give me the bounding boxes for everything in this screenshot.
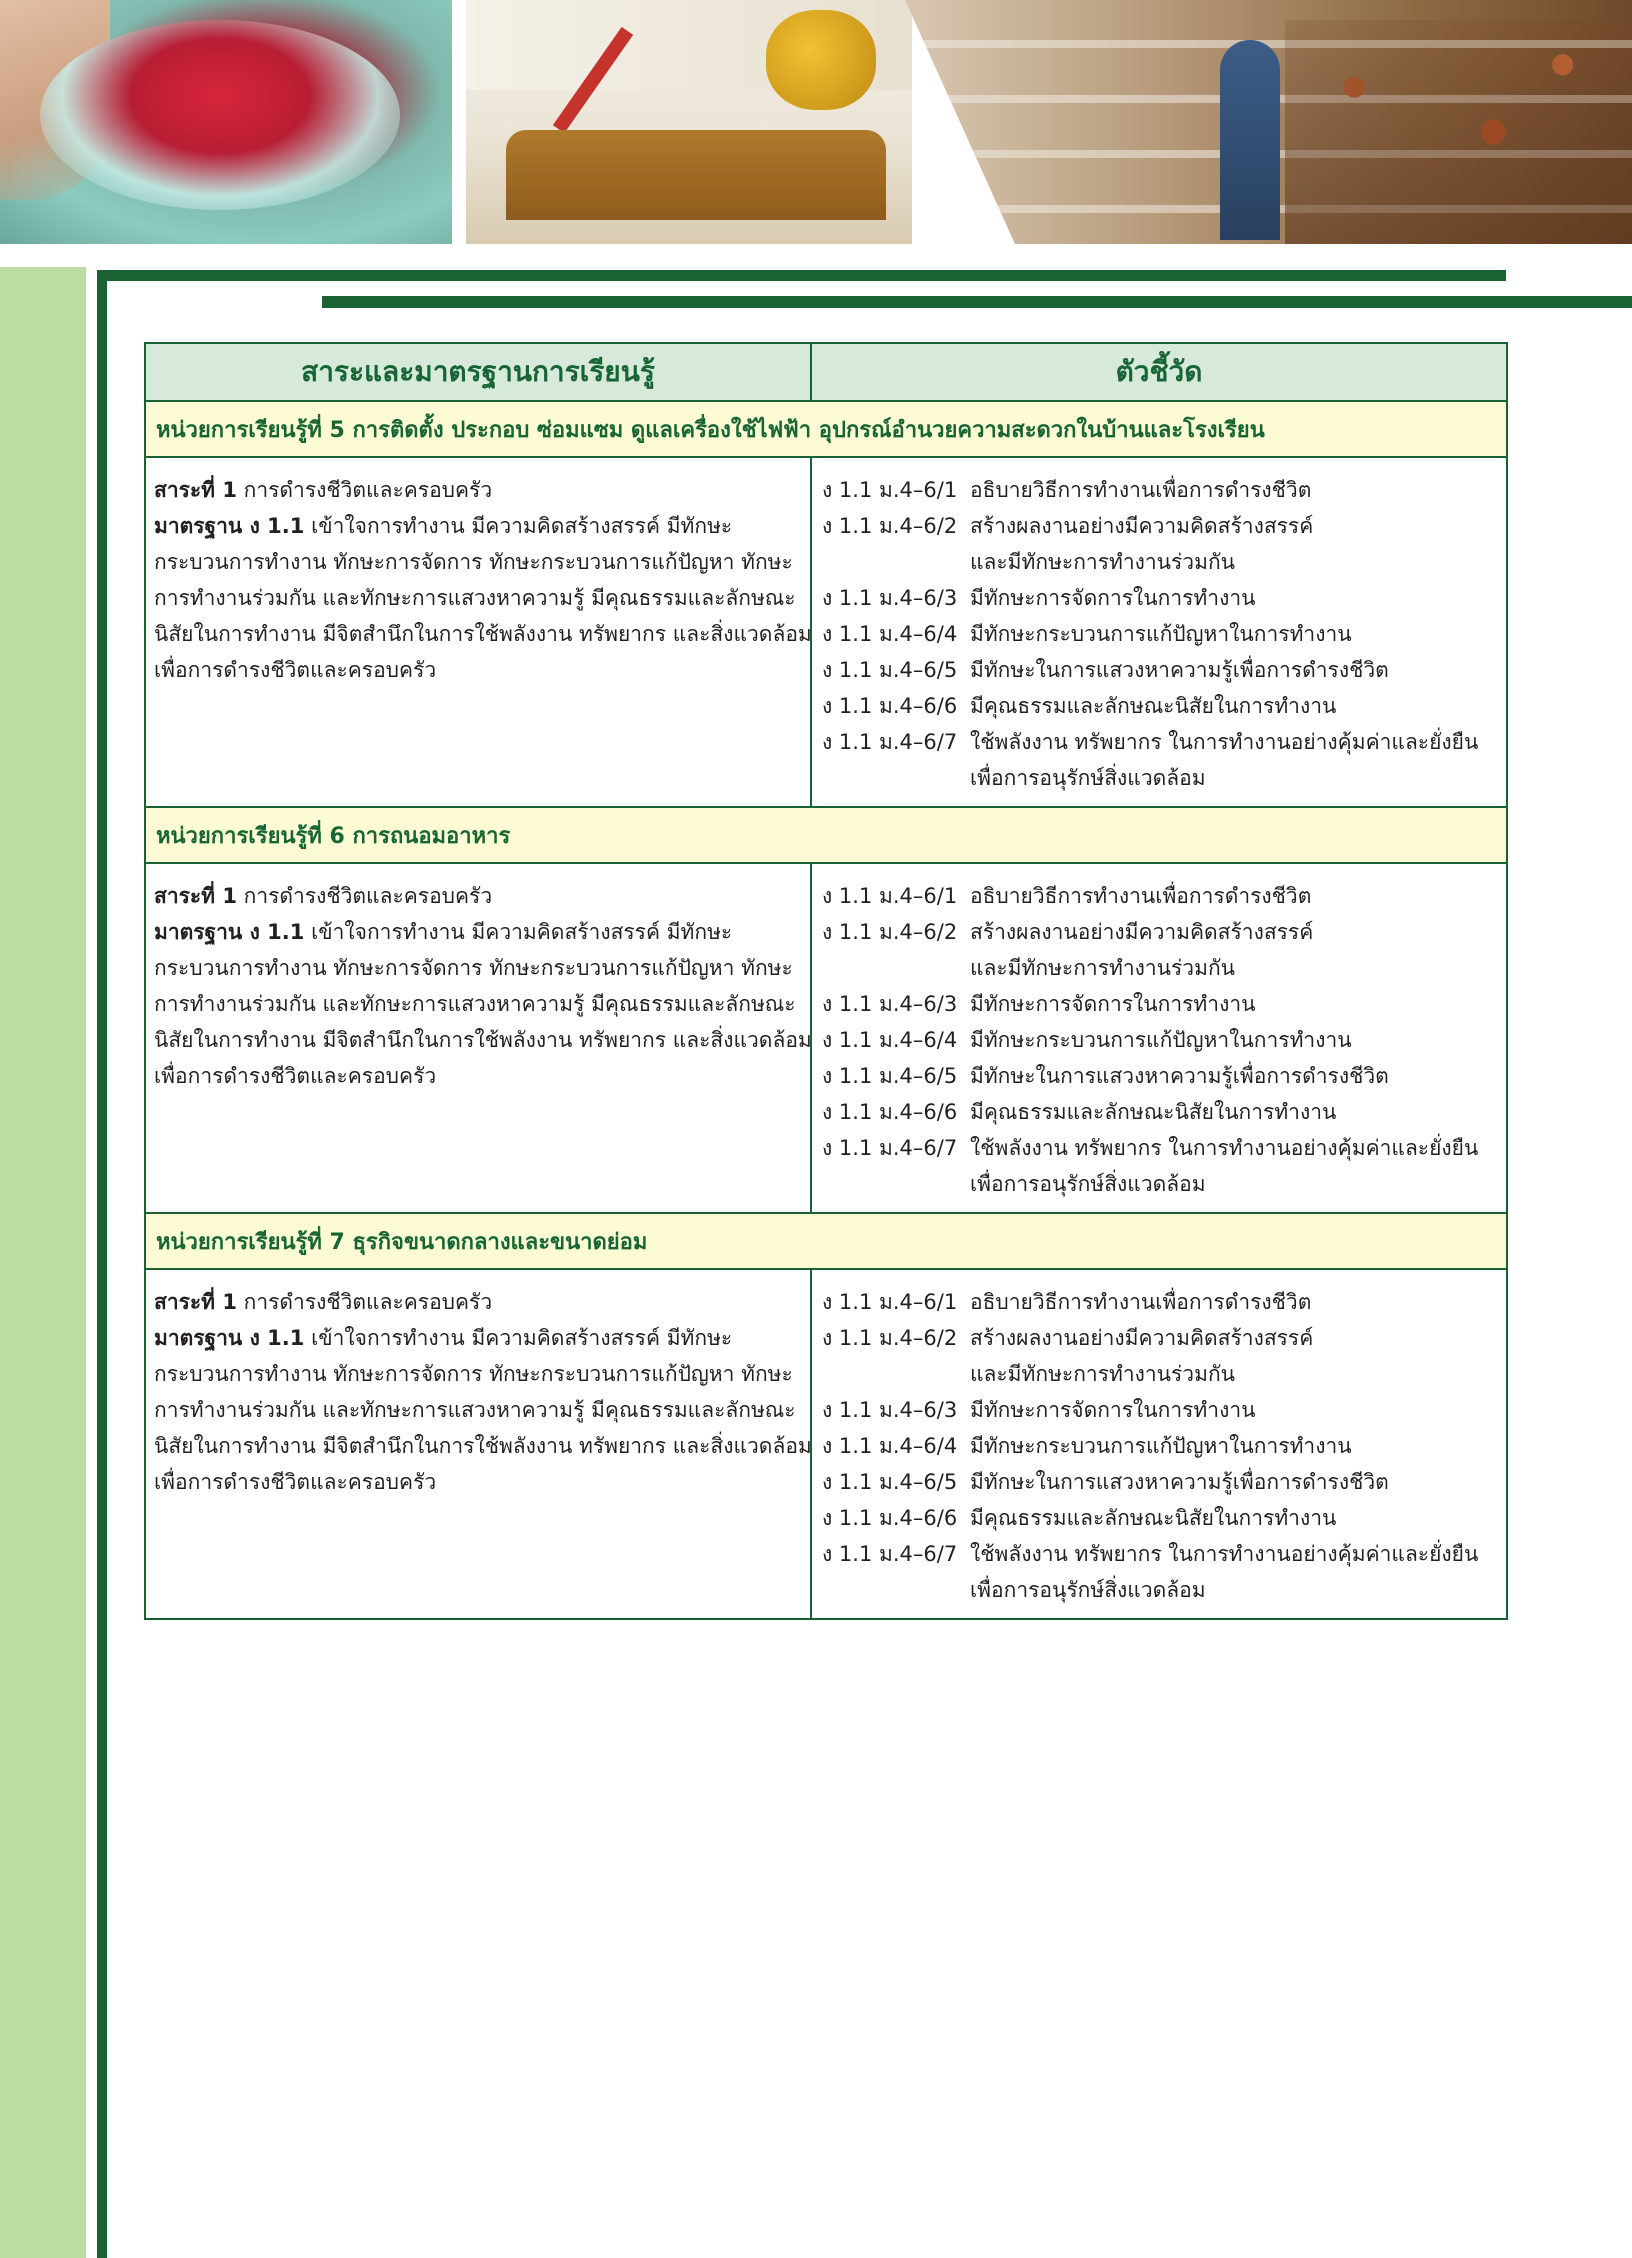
indicator-code: ง 1.1 ม.4–6/2 [822,514,958,538]
standard-line: นิสัยในการทำงาน มีจิตสำนึกในการใช้พลังงาน ทรัพยากร และสิ่งแวดล้อม [154,1028,812,1052]
indicator-item [822,1022,1500,1058]
berries-photo [0,0,452,244]
strand-label: สาระที่ 1 [154,1290,237,1314]
indicator-text: อธิบายวิธีการทำงานเพื่อการดำรงชีวิต [970,884,1312,908]
strand-label: สาระที่ 1 [154,884,237,908]
indicator-continuation: และมีทักษะการทำงานร่วมกัน [970,956,1236,980]
indicator-item [822,580,1500,616]
unit-title: หน่วยการเรียนรู้ที่ 6 การถนอมอาหาร [145,807,1507,863]
indicator-code: ง 1.1 ม.4–6/2 [822,1326,958,1350]
indicator-text: สร้างผลงานอย่างมีความคิดสร้างสรรค์ [970,1326,1314,1350]
tool-belt-photo [466,0,912,244]
header-banner [0,0,1632,244]
header-indicators: ตัวชี้วัด [811,343,1507,401]
unit-title-row [145,807,1507,863]
indicator-code: ง 1.1 ม.4–6/6 [822,1506,958,1530]
indicator-code: ง 1.1 ม.4–6/1 [822,884,958,908]
indicator-text: ใช้พลังงาน ทรัพยากร ในการทำงานอย่างคุ้มค่าและยั่งยืน [970,1542,1479,1566]
indicator-item [822,652,1500,688]
header-standards: สาระและมาตรฐานการเรียนรู้ [145,343,811,401]
indicator-item [822,1500,1500,1536]
standard-line: กระบวนการทำงาน ทักษะการจัดการ ทักษะกระบวนการแก้ปัญหา ทักษะ [154,550,793,574]
indicator-text: มีทักษะในการแสวงหาความรู้เพื่อการดำรงชีวิต [970,1470,1389,1494]
indicator-item [822,688,1500,724]
strand-line [154,1284,802,1320]
indicator-item [822,1284,1500,1320]
standard-line: การทำงานร่วมกัน และทักษะการแสวงหาความรู้ มีคุณธรรมและลักษณะ [154,992,796,1016]
hens-shape [1285,20,1632,244]
indicator-continuation: เพื่อการอนุรักษ์สิ่งแวดล้อม [970,766,1206,790]
indicator-item [822,616,1500,652]
indicator-continuation: เพื่อการอนุรักษ์สิ่งแวดล้อม [970,1172,1206,1196]
indicator-code: ง 1.1 ม.4–6/6 [822,694,958,718]
indicator-code: ง 1.1 ม.4–6/3 [822,586,958,610]
glove-shape [766,10,876,110]
indicator-code: ง 1.1 ม.4–6/1 [822,1290,958,1314]
side-band [0,267,86,2258]
standard-text: เข้าใจการทำงาน มีความคิดสร้างสรรค์ มีทักษะ [311,920,733,944]
indicator-continuation: และมีทักษะการทำงานร่วมกัน [970,1362,1236,1386]
indicator-text: มีทักษะการจัดการในการทำงาน [970,586,1256,610]
indicator-text: ใช้พลังงาน ทรัพยากร ในการทำงานอย่างคุ้มค่าและยั่งยืน [970,730,1479,754]
indicator-code: ง 1.1 ม.4–6/5 [822,658,958,682]
indicator-item [822,1428,1500,1464]
standard-line: การทำงานร่วมกัน และทักษะการแสวงหาความรู้ มีคุณธรรมและลักษณะ [154,586,796,610]
indicator-item [822,508,1500,544]
indicator-item [822,1536,1500,1572]
indicator-code: ง 1.1 ม.4–6/5 [822,1064,958,1088]
indicator-item [822,1058,1500,1094]
table-header-row [145,343,1507,401]
standard-label: มาตรฐาน ง 1.1 [154,920,305,944]
indicator-continuation: เพื่อการอนุรักษ์สิ่งแวดล้อม [970,1578,1206,1602]
indicator-text: มีทักษะการจัดการในการทำงาน [970,1398,1256,1422]
indicator-text: มีทักษะกระบวนการแก้ปัญหาในการทำงาน [970,622,1352,646]
unit-title-row [145,1213,1507,1269]
standard-line: กระบวนการทำงาน ทักษะการจัดการ ทักษะกระบวนการแก้ปัญหา ทักษะ [154,956,793,980]
standard-line [154,1320,802,1356]
indicator-code: ง 1.1 ม.4–6/3 [822,992,958,1016]
indicator-item [822,1094,1500,1130]
indicator-item [822,1392,1500,1428]
indicator-code: ง 1.1 ม.4–6/7 [822,1542,958,1566]
strand-line [154,878,802,914]
standard-line [154,914,802,950]
indicator-code: ง 1.1 ม.4–6/4 [822,622,958,646]
indicator-item [822,878,1500,914]
indicator-text: มีทักษะกระบวนการแก้ปัญหาในการทำงาน [970,1434,1352,1458]
unit-title-row [145,401,1507,457]
standard-cell [145,457,811,807]
standard-line: เพื่อการดำรงชีวิตและครอบครัว [154,1470,437,1494]
standard-text: เข้าใจการทำงาน มีความคิดสร้างสรรค์ มีทักษะ [311,514,733,538]
indicators-cell [811,1269,1507,1619]
indicator-item [822,724,1500,760]
indicator-code: ง 1.1 ม.4–6/6 [822,1100,958,1124]
indicator-text: มีคุณธรรมและลักษณะนิสัยในการทำงาน [970,1100,1337,1124]
indicator-text: มีคุณธรรมและลักษณะนิสัยในการทำงาน [970,1506,1337,1530]
indicator-item [822,914,1500,950]
indicator-code: ง 1.1 ม.4–6/7 [822,1136,958,1160]
frame-top-bar [97,270,1506,281]
standard-line: เพื่อการดำรงชีวิตและครอบครัว [154,658,437,682]
indicator-code: ง 1.1 ม.4–6/4 [822,1434,958,1458]
curriculum-table [144,342,1508,1620]
belt-shape [506,130,886,220]
strand-text: การดำรงชีวิตและครอบครัว [243,478,493,502]
indicator-code: ง 1.1 ม.4–6/5 [822,1470,958,1494]
indicator-text: สร้างผลงานอย่างมีความคิดสร้างสรรค์ [970,514,1314,538]
standard-line: เพื่อการดำรงชีวิตและครอบครัว [154,1064,437,1088]
indicator-code: ง 1.1 ม.4–6/4 [822,1028,958,1052]
frame-second-bar [322,296,1632,308]
strand-text: การดำรงชีวิตและครอบครัว [243,1290,493,1314]
frame-vertical-bar [97,270,107,2258]
standard-label: มาตรฐาน ง 1.1 [154,514,305,538]
indicators-cell [811,863,1507,1213]
standard-line: นิสัยในการทำงาน มีจิตสำนึกในการใช้พลังงาน ทรัพยากร และสิ่งแวดล้อม [154,622,812,646]
standard-cell [145,863,811,1213]
indicator-text: สร้างผลงานอย่างมีความคิดสร้างสรรค์ [970,920,1314,944]
unit-content-row [145,457,1507,807]
standard-line: กระบวนการทำงาน ทักษะการจัดการ ทักษะกระบวนการแก้ปัญหา ทักษะ [154,1362,793,1386]
indicator-code: ง 1.1 ม.4–6/7 [822,730,958,754]
indicator-code: ง 1.1 ม.4–6/2 [822,920,958,944]
indicator-item [822,1130,1500,1166]
standard-label: มาตรฐาน ง 1.1 [154,1326,305,1350]
worker-figure [1220,40,1280,240]
strand-label: สาระที่ 1 [154,478,237,502]
unit-title: หน่วยการเรียนรู้ที่ 7 ธุรกิจขนาดกลางและขนาดย่อม [145,1213,1507,1269]
strand-text: การดำรงชีวิตและครอบครัว [243,884,493,908]
unit-content-row [145,863,1507,1213]
standard-line [154,508,802,544]
indicator-text: อธิบายวิธีการทำงานเพื่อการดำรงชีวิต [970,478,1312,502]
indicator-code: ง 1.1 ม.4–6/3 [822,1398,958,1422]
bowl-shape [40,20,400,210]
standard-cell [145,1269,811,1619]
strand-line [154,472,802,508]
indicator-text: มีทักษะการจัดการในการทำงาน [970,992,1256,1016]
indicator-item [822,472,1500,508]
indicator-text: อธิบายวิธีการทำงานเพื่อการดำรงชีวิต [970,1290,1312,1314]
indicator-text: มีทักษะกระบวนการแก้ปัญหาในการทำงาน [970,1028,1352,1052]
indicators-cell [811,457,1507,807]
standard-line: การทำงานร่วมกัน และทักษะการแสวงหาความรู้ มีคุณธรรมและลักษณะ [154,1398,796,1422]
indicator-item [822,986,1500,1022]
unit-content-row [145,1269,1507,1619]
standard-text: เข้าใจการทำงาน มีความคิดสร้างสรรค์ มีทักษะ [311,1326,733,1350]
indicator-continuation: และมีทักษะการทำงานร่วมกัน [970,550,1236,574]
indicator-item [822,1464,1500,1500]
indicator-text: มีทักษะในการแสวงหาความรู้เพื่อการดำรงชีวิต [970,658,1389,682]
indicator-code: ง 1.1 ม.4–6/1 [822,478,958,502]
indicator-text: มีคุณธรรมและลักษณะนิสัยในการทำงาน [970,694,1337,718]
standard-line: นิสัยในการทำงาน มีจิตสำนึกในการใช้พลังงาน ทรัพยากร และสิ่งแวดล้อม [154,1434,812,1458]
indicator-text: มีทักษะในการแสวงหาความรู้เพื่อการดำรงชีวิต [970,1064,1389,1088]
unit-title: หน่วยการเรียนรู้ที่ 5 การติดตั้ง ประกอบ ซ่อมแซม ดูแลเครื่องใช้ไฟฟ้า อุปกรณ์อำนวยความสะดวกในบ้านและโรงเรียน [145,401,1507,457]
poultry-farm-photo [905,0,1632,244]
indicator-text: ใช้พลังงาน ทรัพยากร ในการทำงานอย่างคุ้มค่าและยั่งยืน [970,1136,1479,1160]
indicator-item [822,1320,1500,1356]
